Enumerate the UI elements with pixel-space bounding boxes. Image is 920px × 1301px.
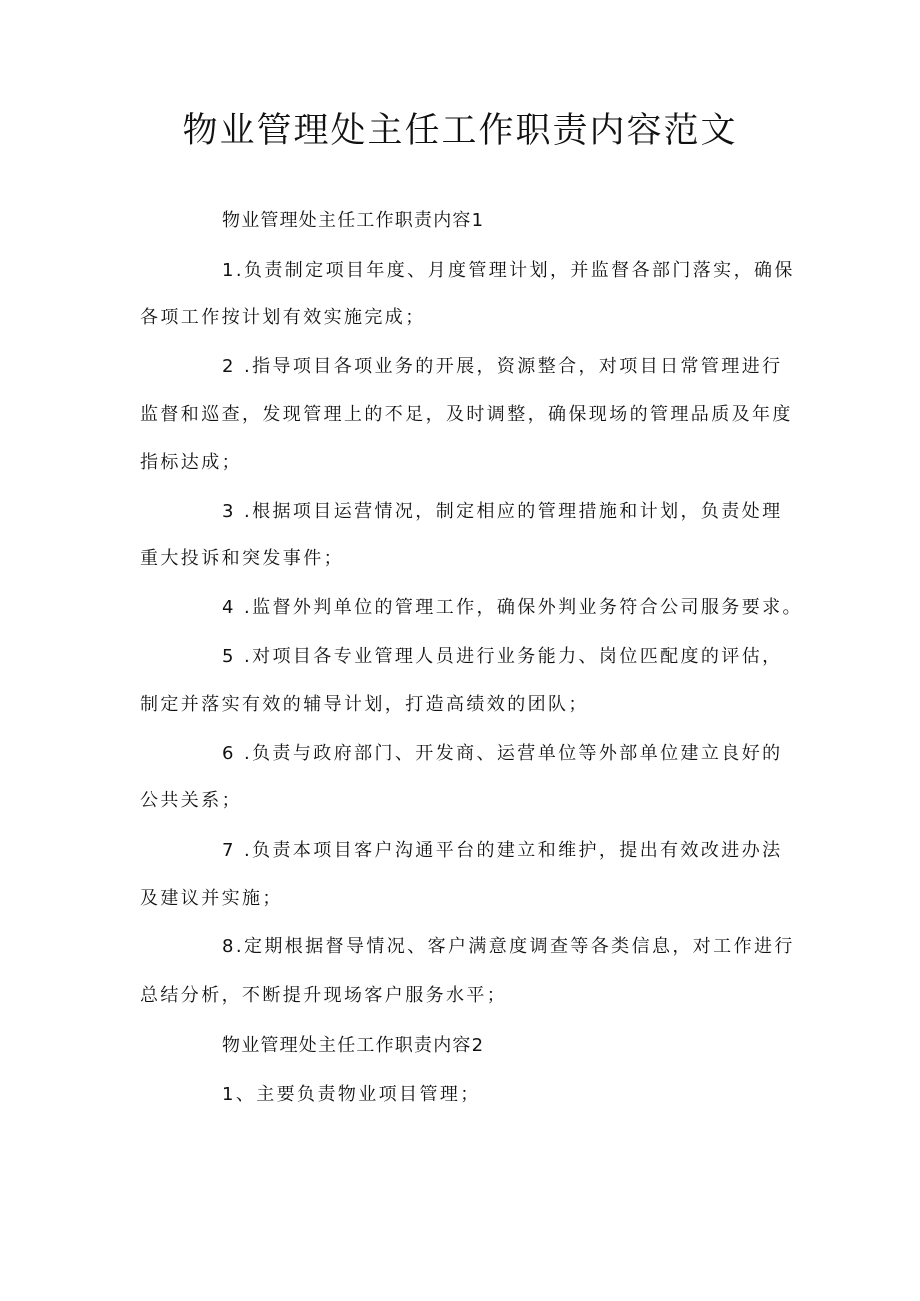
paragraph-line: 重大投诉和突发事件；: [140, 548, 344, 569]
paragraph-line: 3 .根据项目运营情况，制定相应的管理措施和计划，负责处理: [222, 501, 783, 522]
paragraph-line: 6 .负责与政府部门、开发商、运营单位等外部单位建立良好的: [222, 743, 783, 764]
paragraph-line: 5 .对项目各专业管理人员进行业务能力、岗位匹配度的评估，: [222, 646, 783, 667]
document-title: 物业管理处主任工作职责内容范文: [182, 111, 738, 151]
paragraph-line: 8.定期根据督导情况、客户满意度调查等各类信息，对工作进行: [222, 936, 795, 957]
paragraph-line: 总结分析，不断提升现场客户服务水平；: [140, 985, 508, 1006]
paragraph-line: 制定并落实有效的辅导计划，打造高绩效的团队；: [140, 694, 589, 715]
paragraph-line: 指标达成；: [140, 452, 242, 473]
paragraph-line: 公共关系；: [140, 790, 242, 811]
paragraph-line: 4 .监督外判单位的管理工作，确保外判业务符合公司服务要求。: [222, 597, 803, 618]
paragraph-line: 7 .负责本项目客户沟通平台的建立和维护，提出有效改进办法: [222, 840, 783, 861]
paragraph-line: 2 .指导项目各项业务的开展，资源整合，对项目日常管理进行: [222, 356, 783, 377]
paragraph-line: 及建议并实施；: [140, 888, 283, 909]
paragraph-line: 各项工作按计划有效实施完成；: [140, 307, 426, 328]
paragraph-line: 1.负责制定项目年度、月度管理计划，并监督各部门落实，确保: [222, 260, 795, 281]
section-heading-1: 物业管理处主任工作职责内容1: [222, 210, 485, 231]
section-heading-2: 物业管理处主任工作职责内容2: [222, 1035, 485, 1056]
paragraph-line: 监督和巡查，发现管理上的不足，及时调整，确保现场的管理品质及年度: [140, 404, 793, 425]
paragraph-line: 1、主要负责物业项目管理；: [222, 1084, 481, 1105]
